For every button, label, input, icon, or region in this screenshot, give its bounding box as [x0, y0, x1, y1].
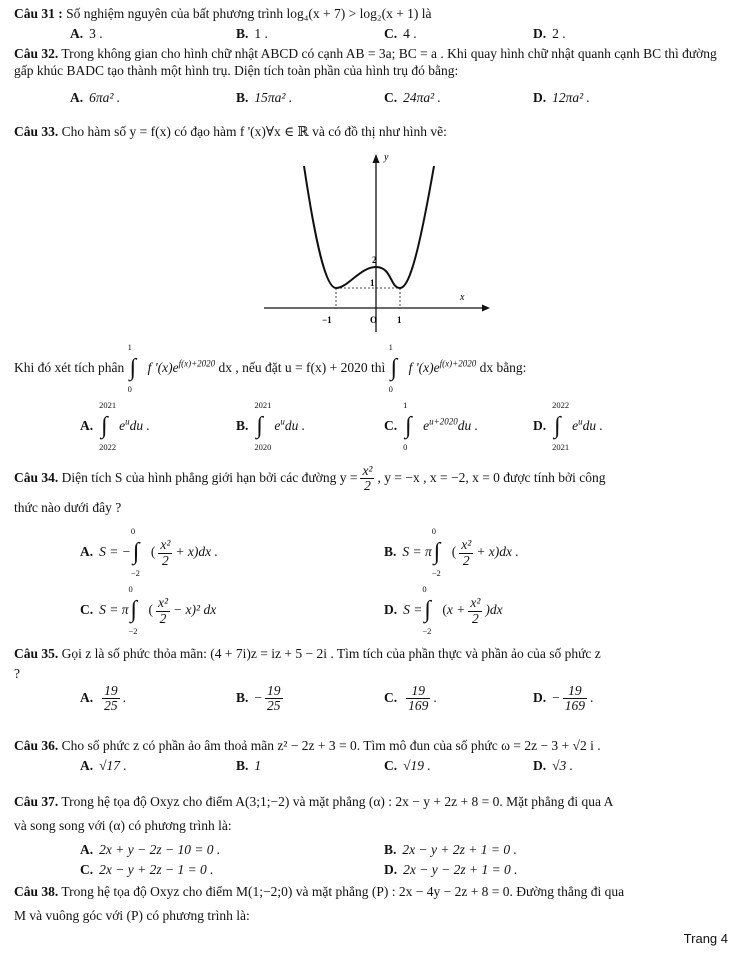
q34-option-b[interactable]: B. S = π 0 ∫ −2 ( $\frac{\text{x²}}{2}$ + x)dx . — [384, 526, 519, 579]
question-37: Câu 37. Trong hệ tọa độ Oxyz cho điểm A(3;1;−2) và mặt phẳng (α) : 2x − y + 2z + 8 = 0. Mặt phẳng đi qua A — [14, 794, 614, 809]
q36-option-c[interactable]: C. √19 . — [384, 758, 431, 773]
tick-label-minus1: −1 — [322, 315, 332, 325]
y-axis-label: y — [384, 152, 389, 163]
question-33 — [14, 124, 736, 141]
q35-option-c[interactable]: C. $\frac{19}{169}$ . — [384, 683, 437, 714]
q32-option-c[interactable]: C. 24πa² . — [384, 90, 441, 105]
question-38: Câu 38. Trong hệ tọa độ Oxyz cho điểm M(1;−2;0) và mặt phẳng (P) : 2x − 4y − 2z + 8 = 0. Đường thẳng đi qua — [14, 884, 625, 899]
q36-option-a[interactable]: A. √17 . — [80, 758, 127, 773]
q37-option-d[interactable]: D. 2x − y − 2z + 1 = 0 . — [384, 862, 518, 877]
question-text: Cho hàm số y = f(x) có đạo hàm f '(x)∀x ∈ ℝ và có đồ thị như hình vẽ: — [61, 124, 447, 139]
q35-option-a[interactable]: A. $\frac{19}{25}$ . — [80, 683, 126, 714]
function-curve — [304, 166, 434, 288]
q34-option-d[interactable]: D. S = 0 ∫ −2 (x + $\frac{\text{x²}}{2}$ )dx — [384, 584, 503, 637]
q32-option-a[interactable]: A. 6πa² . — [70, 90, 121, 105]
x-axis-arrow — [482, 305, 490, 312]
q33-option-d[interactable]: D. 2022 ∫ 2021 $e^udu$ . — [533, 400, 603, 453]
question-label: Câu 35. — [14, 646, 59, 661]
q37-option-b[interactable]: B. 2x − y + 2z + 1 = 0 . — [384, 842, 517, 857]
question-label: Câu 38. — [14, 884, 59, 899]
question-label: Câu 31 : — [14, 6, 63, 21]
q37-option-a[interactable]: A. 2x + y − 2z − 10 = 0 . — [80, 842, 221, 857]
question-34: Câu 34. Diện tích S của hình phẳng giới hạn bởi các đường y = $\frac{\text{x²}}{2}$ , y = −x , x = −2, x = 0 được tính bởi công — [14, 463, 606, 494]
question-36: Câu 36. Cho số phức z có phần ảo âm thoả mãn z² − 2z + 3 = 0. Tìm mô đun của số phức ω = 2z − 3 + √2 i . — [14, 738, 601, 753]
question-label: Câu 34. — [14, 469, 59, 485]
q32-option-b[interactable]: B. 15πa² . — [236, 90, 293, 105]
q35-option-d[interactable]: D. − $\frac{19}{169}$ . — [533, 683, 594, 714]
q33-option-c[interactable]: C. 1 ∫ 0 $e^{u+2020}du$ . — [384, 400, 478, 453]
y-axis-arrow — [373, 154, 380, 163]
q36-option-d[interactable]: D. √3 . — [533, 758, 574, 773]
question-38-line2: M và vuông góc với (P) có phương trình là: — [14, 908, 250, 923]
integral-sign: 1 ∫ 0 — [127, 342, 137, 395]
q31-option-c[interactable]: C. 4 . — [384, 26, 417, 41]
q33-option-b[interactable]: B. 2021 ∫ 2020 $e^udu$ . — [236, 400, 306, 453]
question-label: Câu 32. — [14, 46, 59, 61]
question-label: Câu 33. — [14, 124, 59, 139]
question-label: Câu 37. — [14, 794, 59, 809]
q33-option-a[interactable]: A. 2021 ∫ 2022 $e^udu$ . — [80, 400, 150, 453]
question-32 — [14, 46, 736, 80]
q35-option-b[interactable]: B. − $\frac{19}{25}$ — [236, 683, 281, 714]
q31-option-b[interactable]: B. 1 . — [236, 26, 268, 41]
question-35-line2: ? — [14, 666, 20, 681]
tick-label-2: 2 — [372, 255, 377, 265]
question-label: Câu 36. — [14, 738, 59, 753]
q37-option-c[interactable]: C. 2x − y + 2z − 1 = 0 . — [80, 862, 214, 877]
q31-option-a[interactable]: A. 3 . — [70, 26, 103, 41]
question-text: Trong không gian cho hình chữ nhật ABCD có cạnh AB = 3a; BC = a . Khi quay hình chữ nhật quanh cạnh BC thì đường gấp khúc BADC tạo thành một hình trụ. Diện tích toàn phần của hình trụ đó bằng: — [14, 46, 717, 78]
q34-option-c[interactable]: C. S = π 0 ∫ −2 ( $\frac{\text{x²}}{2}$ − x)² dx — [80, 584, 217, 637]
question-31 — [14, 6, 736, 23]
q33-integral-statement: Khi đó xét tích phân 1 ∫ 0 f '$(x)e^{f(x)+2020}$ dx , nếu đặt u = f(x) + 2020 thì 1 ∫ 0 f '$(x)e^{f(x)+2020}$ dx bằng: — [14, 342, 527, 395]
tick-label-origin: O — [370, 315, 378, 325]
integral-sign: 1 ∫ 0 — [388, 342, 398, 395]
question-34-line2: thức nào dưới đây ? — [14, 500, 122, 515]
question-35: Câu 35. Gọi z là số phức thỏa mãn: (4 + 7i)z = iz + 5 − 2i . Tìm tích của phần thực và phần ảo của số phức z — [14, 646, 601, 661]
q36-option-b[interactable]: B. 1 — [236, 758, 262, 773]
question-text: Số nghiệm nguyên của bất phương trình log₄(x + 7) > log₂(x + 1) là — [66, 6, 432, 21]
tick-label-1y: 1 — [370, 278, 375, 288]
q31-option-d[interactable]: D. 2 . — [533, 26, 566, 41]
q32-option-d[interactable]: D. 12πa² . — [533, 90, 590, 105]
function-graph — [264, 146, 494, 332]
q34-option-a[interactable]: A. S = − 0 ∫ −2 ( $\frac{\text{x²}}{2}$ + x)dx . — [80, 526, 218, 579]
page-number: Trang 4 — [683, 930, 728, 946]
question-37-line2: và song song với (α) có phương trình là: — [14, 818, 232, 833]
x-axis-label: x — [460, 292, 465, 303]
tick-label-1x: 1 — [397, 315, 402, 325]
